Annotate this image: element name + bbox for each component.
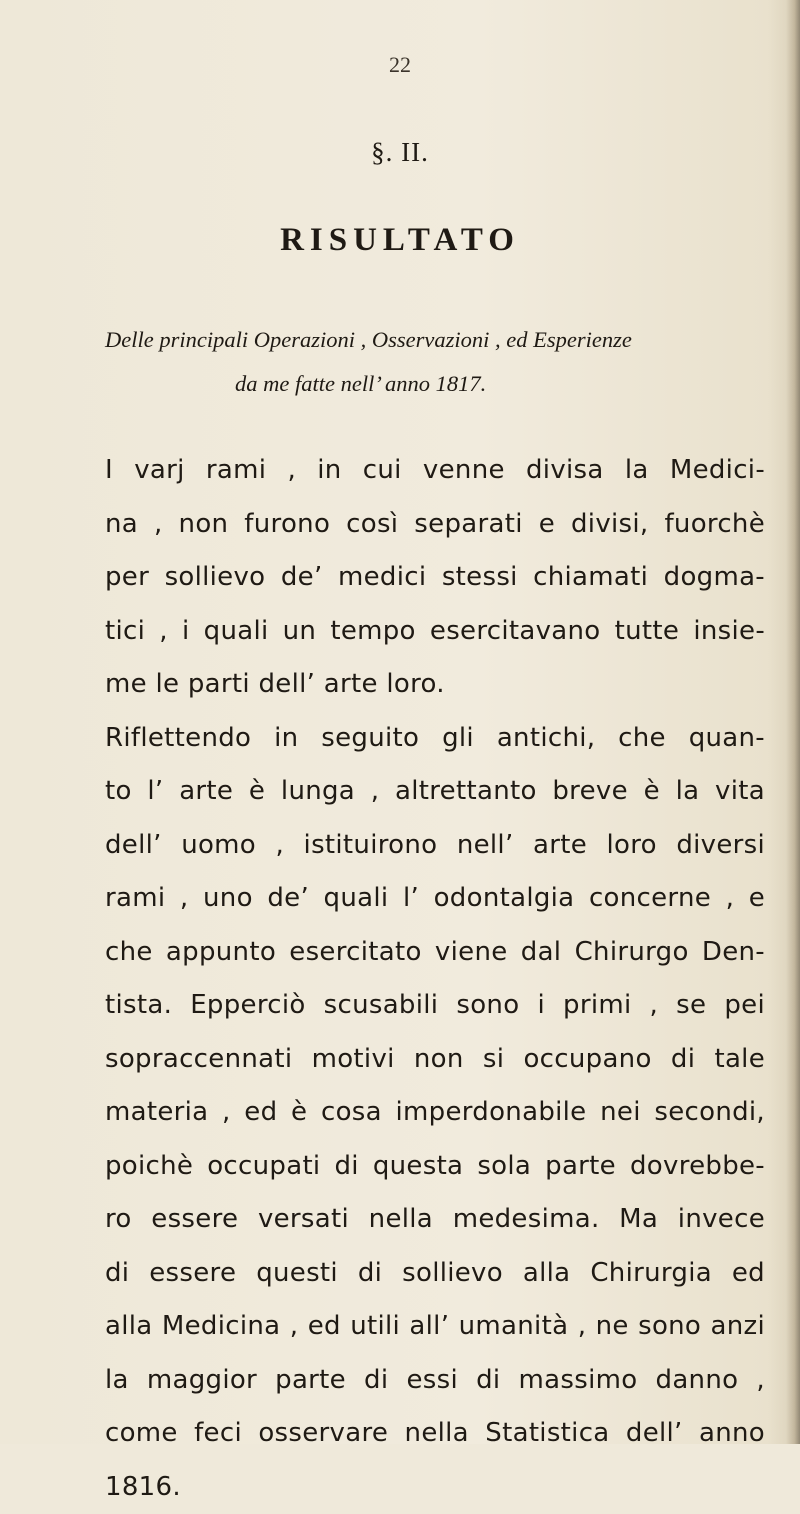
text-line: tista. Epperciò scusabili sono i primi , se pei <box>105 979 765 1033</box>
text-line: Riflettendo in seguito gli antichi, che quan- <box>105 712 765 766</box>
text-line: poichè occupati di questa sola parte dovrebbe- <box>105 1140 765 1194</box>
text-line: rami , uno de’ quali l’ odontalgia concerne , e <box>105 872 765 926</box>
text-line: to l’ arte è lunga , altrettanto breve è la vita <box>105 765 765 819</box>
text-line: sopraccennati motivi non si occupano di tale <box>105 1033 765 1087</box>
page-number: 22 <box>0 52 800 78</box>
text-line: materia , ed è cosa imperdonabile nei secondi, <box>105 1086 765 1140</box>
paragraph-1 <box>105 444 765 712</box>
section-mark: §. II. <box>0 137 800 168</box>
subtitle-line-1: Delle principali Operazioni , Osservazioni , ed Esperienze <box>105 327 632 352</box>
text-line: che appunto esercitato viene dal Chirurgo Den- <box>105 926 765 980</box>
section-subtitle <box>105 318 785 406</box>
text-line: I varj rami , in cui venne divisa la Medici- <box>105 444 765 498</box>
text-line: per sollievo de’ medici stessi chiamati dogma- <box>105 551 765 605</box>
text-line: dell’ uomo , istituirono nell’ arte loro diversi <box>105 819 765 873</box>
page-edge-shadow <box>786 0 800 1444</box>
text-line: di essere questi di sollievo alla Chirurgia ed <box>105 1247 765 1301</box>
text-line: la maggior parte di essi di massimo danno , <box>105 1354 765 1408</box>
text-line: come feci osservare nella Statistica dell’ anno <box>105 1407 765 1461</box>
paragraph-2 <box>105 712 765 1514</box>
text-line: alla Medicina , ed utili all’ umanità , ne sono anzi <box>105 1300 765 1354</box>
text-line: na , non furono così separati e divisi, fuorchè <box>105 498 765 552</box>
subtitle-line-2: da me fatte nell’ anno 1817. <box>105 362 785 406</box>
section-title: RISULTATO <box>0 222 800 259</box>
text-line: tici , i quali un tempo esercitavano tutte insie- <box>105 605 765 659</box>
text-line: me le parti dell’ arte loro. <box>105 658 765 712</box>
text-line: ro essere versati nella medesima. Ma invece <box>105 1193 765 1247</box>
text-line: 1816. <box>105 1461 765 1514</box>
body-text <box>105 444 765 1514</box>
